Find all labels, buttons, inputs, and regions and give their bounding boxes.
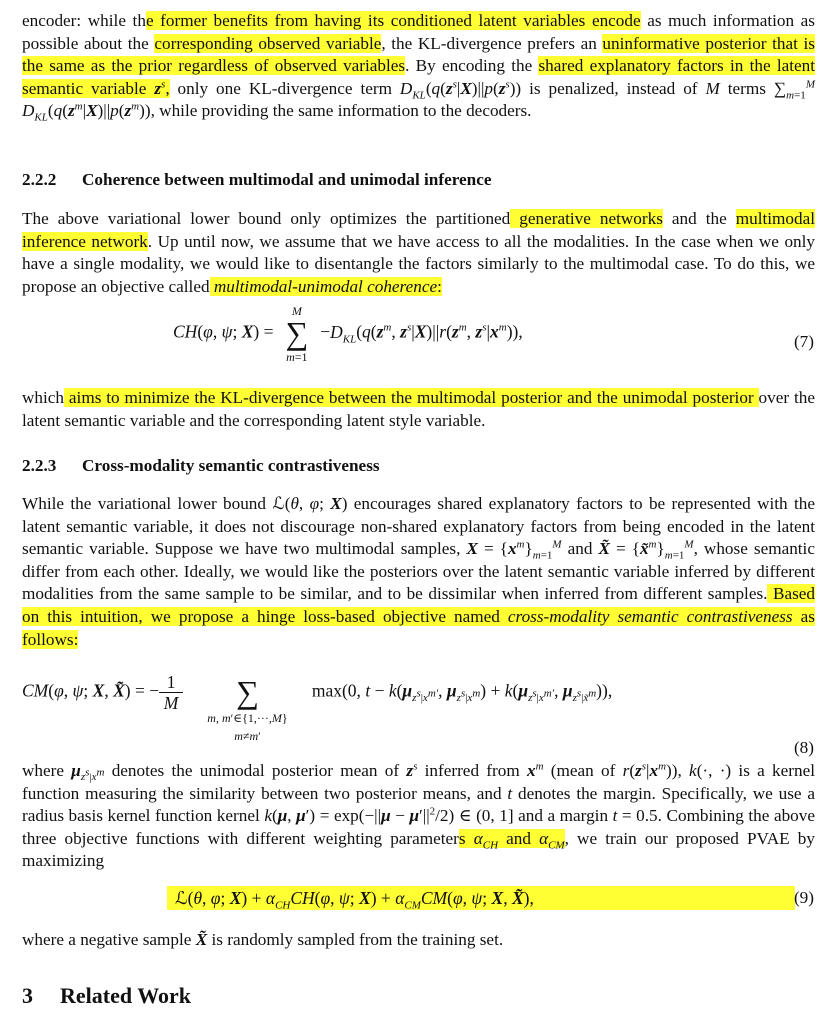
- section-heading-2-2-2: [22, 170, 491, 190]
- section-heading-2-2-3: [22, 456, 380, 476]
- section-heading-3: [22, 983, 191, 1009]
- section-number: 2.2.3: [22, 456, 57, 475]
- section-number: 3: [22, 983, 33, 1008]
- equation-7-number: (7): [793, 332, 814, 351]
- section-title: Related Work: [60, 983, 191, 1008]
- paragraph-1: encoder: while the former benefits from having its conditioned latent variables encode as much information as possible about the corresponding observed variable, the KL-divergence prefers an uninformative posterior that is the same as the prior regardless of observed variables. By encoding the shared explanatory factors in the latent semantic variable $z^s$, only one KL-divergence term $D_{KL}(q(z^s|X)||p(z^s))$ is penalized, instead of M terms $\sum_{m=1}^M$ $D_{KL}(q(z^m|X)||p(z^m))$, while providing the same information to the decoders.: [22, 11, 816, 124]
- section-number: 2.2.2: [22, 170, 57, 189]
- section-title: Coherence between multimodal and unimodal inference: [82, 170, 492, 189]
- paragraph-2: The above variational lower bound only optimizes the partitioned generative networks and the multimodal inference network. Up until now, we assume that we have access to all the modalities. In the case when we only have a single modality, we would like to disentangle the factors similarly to the multimodal case. To do this, we propose an objective called multimodal-unimodal coherence:: [22, 209, 816, 296]
- equation-8-number: (8): [793, 738, 814, 757]
- paragraph-4: While the variational lower bound ℒ(θ, φ; X) encourages shared explanatory factors to be represented with the latent semantic variable, it does not discourage non-shared explanatory factors from being encoded in the latent semantic variable. Suppose we have two multimodal samples, $X = \{x^m\}_{m=1}^M$ and X̃ = $\{x̃^m\}_{m=1}^M$, whose semantic differ from each other. Ideally, we would like the posteriors over the latent semantic variable inferred by different modalities from the same sample to be similar, and to be dissimilar when inferred from different samples. Based on this intuition, we propose a hinge loss-based objective named cross-modality semantic contrastiveness as follows:: [22, 494, 815, 649]
- paragraph-3: which aims to minimize the KL-divergence between the multimodal posterior and the unimodal posterior over the latent semantic variable and the corresponding latent style variable.: [22, 388, 815, 430]
- equation-9-number: (9): [793, 888, 814, 907]
- section-title: Cross-modality semantic contrastiveness: [82, 456, 380, 475]
- equation-8: CM(φ, ψ; X, X̃) = − $\frac{1}{M}$ ∑ m, m′∈{1,···,M} m≠m′ max(0, $t - k(\mu_{z^s|x^{m'}}$, $\mu_{z^s|x^m}) + k(\mu_{z^s|x^{m'}}$, $\mu_{z^s|x̃^m}$)),: [22, 672, 613, 743]
- equation-9: ℒ(θ, φ; $X) + \alpha_{CH}CH(\varphi$, ψ; $X) + \alpha_{CM}CM(\varphi$, ψ; X, X̃),: [175, 888, 534, 912]
- paragraph-5: where $\mu_{z^s|x^m}$ denotes the unimodal posterior mean of $z^s$ inferred from $x^m$ (mean of $r(z^s|x^m)$), k(·, ·) is a kernel function measuring the similarity between two posterior means, and t denotes the margin. Specifically, we use a radius basis kernel function kernel k(μ, $\mu') = \exp(-||\mu - \mu'||^2/2)$ ∈ (0, 1] and a margin t = 0.5. Combining the above three objective functions with different weighting parameters $\alpha_{CH}$ and $\alpha_{CM}$, we train our proposed PVAE by maximizing: [22, 760, 815, 871]
- paragraph-6: where a negative sample X̃ is randomly sampled from the training set.: [22, 930, 504, 949]
- equation-7: CH(φ, ψ; X) = M ∑ m=1 $-D_{KL}(q(z^m$, $z^s|X)||r(z^m$, $z^s|x^m$)),: [173, 304, 523, 364]
